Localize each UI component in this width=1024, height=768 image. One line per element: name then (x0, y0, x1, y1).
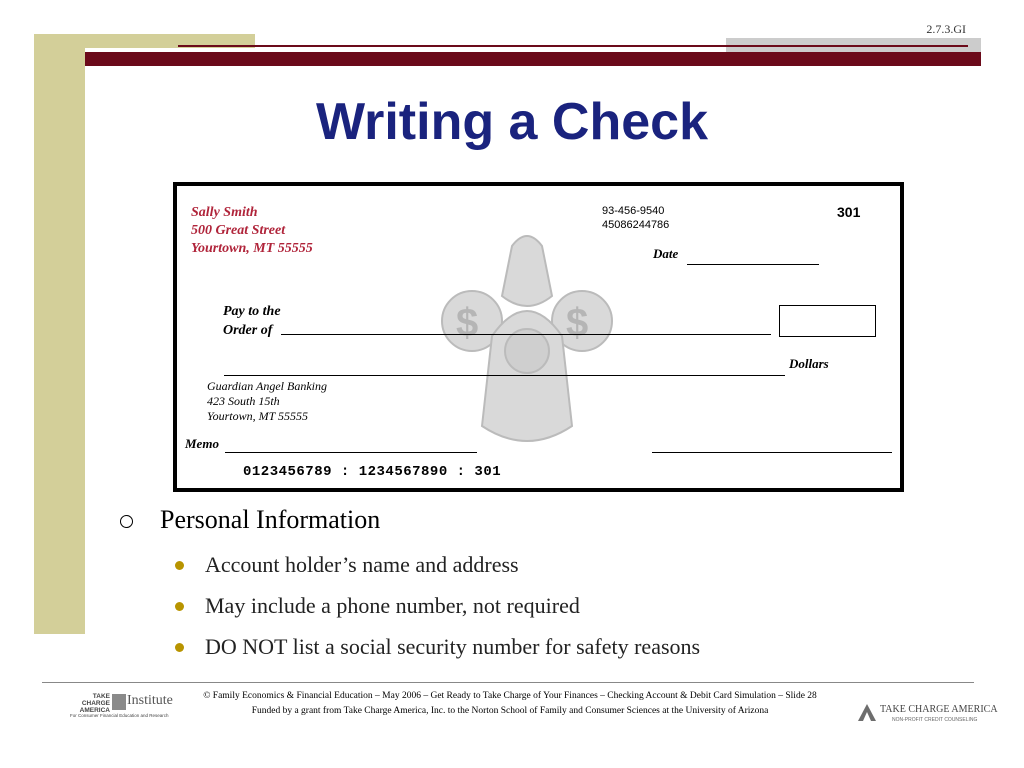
check-image (173, 182, 904, 492)
sub-bullet-text: May include a phone number, not required (205, 593, 580, 618)
amount-box (779, 305, 876, 337)
bank-city: Yourtown, MT 55555 (207, 409, 309, 423)
signature-line (652, 452, 892, 453)
phone-line-1: 93-456-9540 (602, 205, 665, 217)
hollow-circle-icon (120, 515, 133, 528)
check-number: 301 (837, 204, 861, 220)
money-angel-watermark (432, 226, 622, 456)
slide-code: 2.7.3.GI (926, 22, 966, 36)
dollars-label: Dollars (789, 356, 829, 371)
date-line (687, 264, 819, 265)
bullet-main-text: Personal Information (160, 505, 381, 534)
pay-to-line-1: Pay to the (223, 304, 281, 319)
footer-line-2: Funded by a grant from Take Charge America, Inc. to the Norton School of Family and Consumer Sciences at the University of Arizona (251, 706, 769, 716)
owner-city: Yourtown, MT 55555 (191, 241, 313, 256)
bank-info (207, 379, 327, 424)
pay-to-line-2: Order of (223, 323, 273, 338)
pay-to-label (223, 302, 281, 340)
micr-line: 0123456789 : 1234567890 : 301 (243, 464, 502, 480)
bank-name: Guardian Angel Banking (207, 379, 327, 393)
tca-logo-icon (856, 701, 878, 725)
footer-line-1: © Family Economics & Financial Education – May 2006 – Get Ready to Take Charge of Your Finances – Checking Account & Debit Card Simulation – Slide 28 (203, 691, 817, 701)
institute-logo-small-text (70, 693, 110, 714)
bullet-dot-icon (175, 602, 184, 611)
owner-name: Sally Smith (191, 205, 258, 220)
payee-line (281, 334, 771, 335)
bank-street: 423 South 15th (207, 394, 280, 408)
institute-logo-mark (112, 694, 126, 710)
institute-logo-name: Institute (127, 693, 173, 708)
svg-text:$: $ (566, 301, 589, 345)
owner-street: 500 Great Street (191, 223, 286, 238)
sub-bullet-text: DO NOT list a social security number for safety reasons (205, 634, 701, 659)
date-label: Date (653, 246, 679, 261)
footer-text (150, 689, 870, 719)
top-thick-bar (85, 52, 981, 66)
bullet-dot-icon (175, 643, 184, 652)
take-charge-america-logo (856, 701, 998, 727)
svg-text:$: $ (456, 301, 479, 345)
bullet-dot-icon (175, 561, 184, 570)
phone-line-2: 45086244786 (602, 219, 670, 231)
logo-word: AMERICA (79, 707, 110, 714)
memo-line (225, 452, 477, 453)
footer-divider (42, 682, 974, 683)
memo-label: Memo (185, 436, 219, 451)
account-holder-info (191, 204, 313, 258)
sub-bullet-text: Account holder’s name and address (205, 552, 519, 577)
check-phone-info (602, 204, 669, 232)
logo-word: CHARGE (81, 700, 110, 707)
logo-word: TAKE (92, 693, 110, 700)
institute-logo-tagline: For Consumer Financial Education and Research (70, 713, 169, 718)
tca-logo-name: TAKE CHARGE AMERICA (880, 704, 998, 715)
written-amount-line (224, 375, 785, 376)
slide-title: Writing a Check (315, 93, 708, 151)
top-thin-line (178, 45, 968, 47)
tca-logo-tagline: NON-PROFIT CREDIT COUNSELING (892, 717, 978, 723)
